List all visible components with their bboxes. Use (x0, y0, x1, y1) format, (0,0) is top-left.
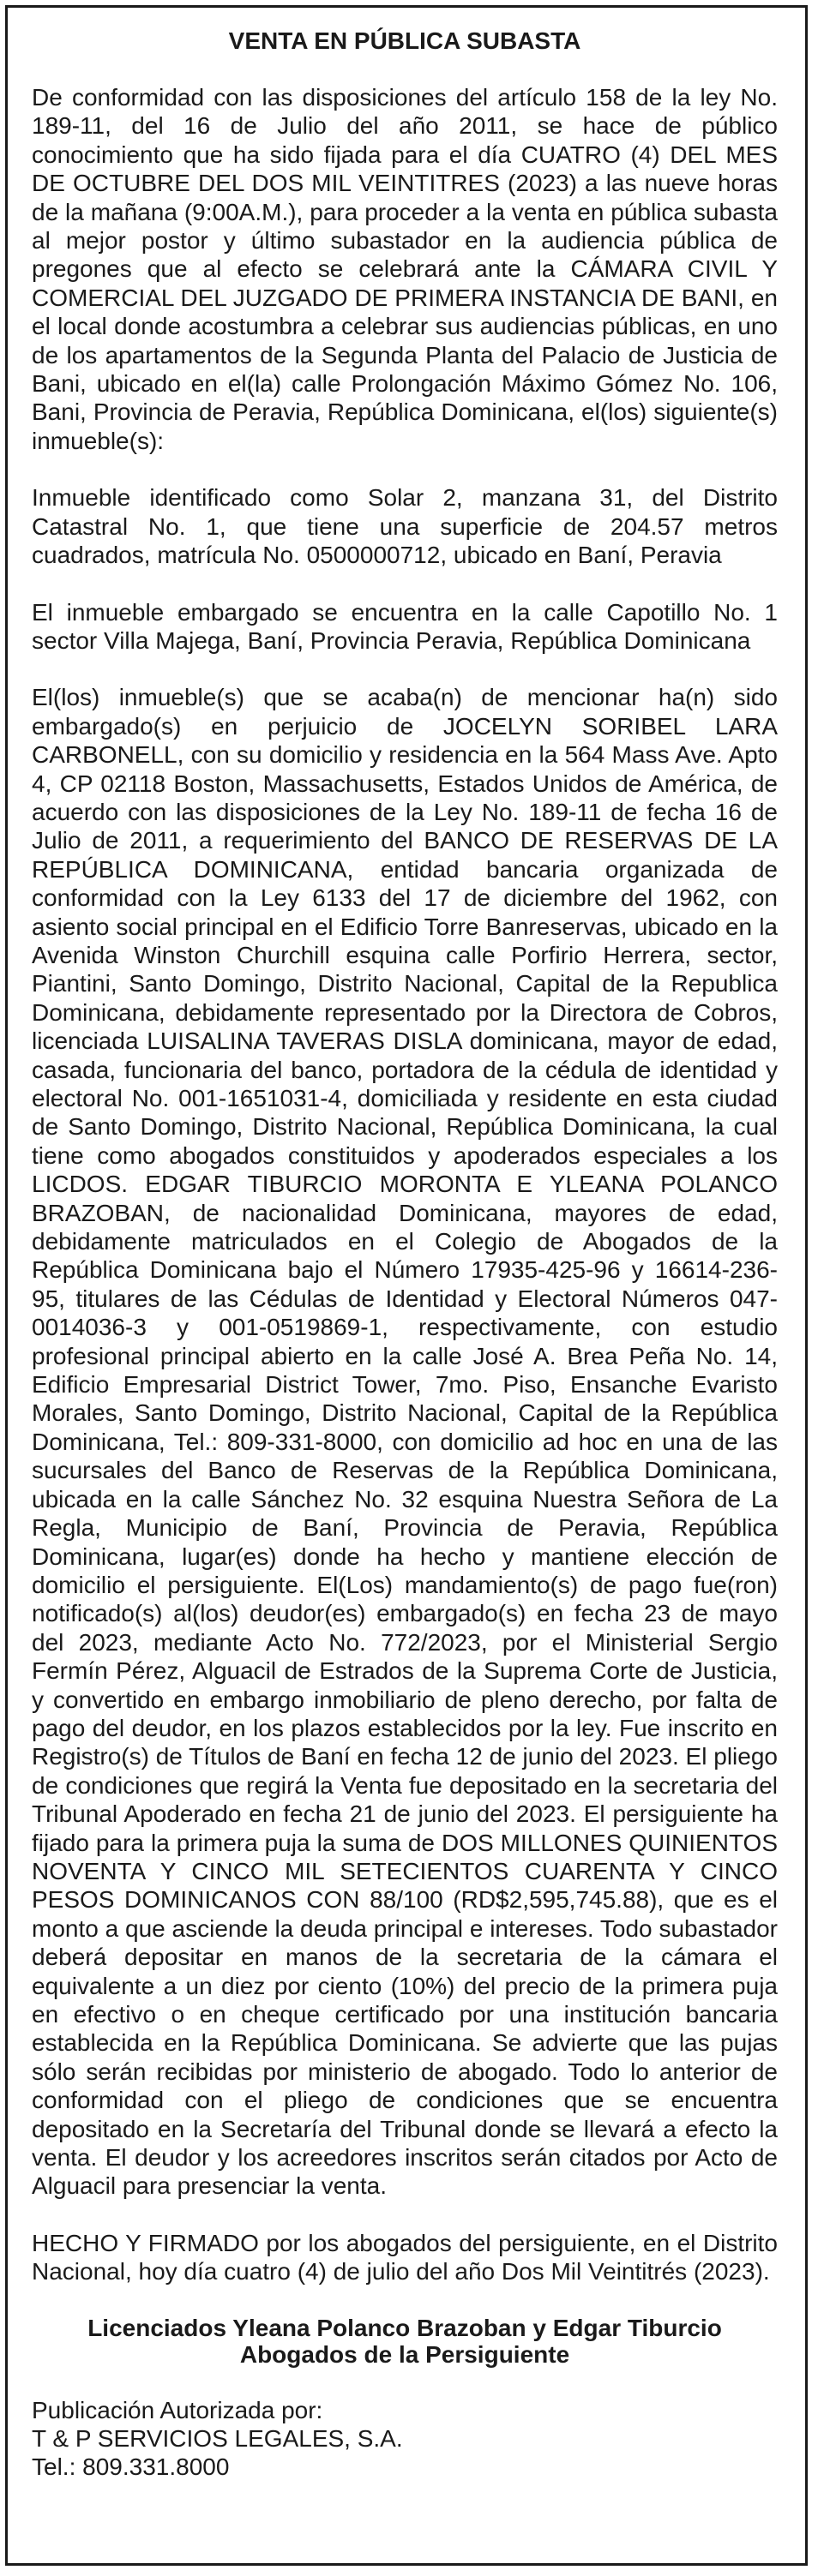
attorney-signature-block (32, 2315, 778, 2368)
publication-label: Publicación Autorizada por: (32, 2396, 323, 2423)
legal-notice (5, 5, 808, 2566)
property-description-paragraph: Inmueble identificado como Solar 2, manzana 31, del Distrito Catastral No. 1, que tiene una superficie de 204.57 metros cuadrados, matrícula No. 0500000712, ubicado en Baní, Peravia (32, 484, 778, 569)
attorney-role: Abogados de la Persiguiente (239, 2340, 570, 2368)
publisher-name: T & P SERVICIOS LEGALES, S.A. (32, 2425, 403, 2453)
auction-announcement-paragraph: De conformidad con las disposiciones del artículo 158 de la ley No. 189-11, del 16 de Julio del año 2011, se hace de público conocimiento que ha sido fijada para el día CUATRO (4) DEL MES DE OCTUBRE DEL DOS MIL VEINTITRES (2023) a las nueve horas de la mañana (9:00A.M.), para proceder a la venta en pública subasta al mejor postor y último subastador en la audiencia pública de pregones que al efecto se celebrará ante la CÁMARA CIVIL Y COMERCIAL DEL JUZGADO DE PRIMERA INSTANCIA DE BANI, en el local donde acostumbra a celebrar sus audiencias públicas, en uno de los apartamentos de la Segunda Planta del Palacio de Justicia de Bani, ubicado en el(la) calle Prolongación Máximo Gómez No. 106, Bani, Provincia de Peravia, República Dominicana, el(los) siguiente(s) inmueble(s): (32, 84, 778, 454)
attorney-names: Licenciados Yleana Polanco Brazoban y Edgar Tiburcio (87, 2314, 722, 2341)
seizure-details-paragraph: El(los) inmueble(s) que se acaba(n) de mencionar ha(n) sido embargado(s) en perjuicio de JOCELYN SORIBEL LARA CARBONELL, con su domicilio y residencia en la 564 Mass Ave. Apto 4, CP 02118 Boston, Massachusetts, Estados Unidos de América, de acuerdo con las disposiciones de la Ley No. 189-11 de fecha 16 de Julio de 2011, a requerimiento del BANCO DE RESERVAS DE LA REPÚBLICA DOMINICANA, entidad bancaria organizada de conformidad con la Ley 6133 del 17 de diciembre del 1962, con asiento social principal en el Edificio Torre Banreservas, ubicado en la Avenida Winston Churchill esquina calle Porfirio Herrera, sector, Piantini, Santo Domingo, Distrito Nacional, Capital de la Republica Dominicana, debidamente representado por la Directora de Cobros, licenciada LUISALINA TAVERAS DISLA dominicana, mayor de edad, casada, funcionaria del banco, portadora de la cédula de identidad y electoral No. 001-1651031-4, domiciliada y residente en esta ciudad de Santo Domingo, Distrito Nacional, República Dominicana, la cual tiene como abogados constituidos y apoderados especiales a los LICDOS. EDGAR TIBURCIO MORONTA E YLEANA POLANCO BRAZOBAN, de nacionalidad Dominicana, mayores de edad, debidamente matriculados en el Colegio de Abogados de la República Dominicana bajo el Número 17935-425-96 y 16614-236-95, titulares de las Cédulas de Identidad y Electoral Números 047-0014036-3 y 001-0519869-1, respectivamente, con estudio profesional principal abierto en la calle José A. Brea Peña No. 14, Edificio Empresarial District Tower, 7mo. Piso, Ensanche Evaristo Morales, Santo Domingo, Distrito Nacional, Capital de la República Dominicana, Tel.: 809-331-8000, con domicilio ad hoc en una de las sucursales del Banco de Reservas de la República Dominicana, ubicada en la calle Sánchez No. 32 esquina Nuestra Señora de La Regla, Municipio de Baní, Provincia de Peravia, República Dominicana, lugar(es) donde ha hecho y mantiene elección de domicilio el persiguiente. El(Los) mandamiento(s) de pago fue(ron) notificado(s) al(los) deudor(es) embargado(s) en fecha 23 de mayo del 2023, mediante Acto No. 772/2023, por el Ministerial Sergio Fermín Pérez, Alguacil de Estrados de la Suprema Corte de Justicia, y convertido en embargo inmobiliario de pleno derecho, por falta de pago del deudor, en los plazos establecidos por la ley. Fue inscrito en Registro(s) de Títulos de Baní en fecha 12 de junio del 2023. El pliego de condiciones que regirá la Venta fue depositado en la secretaria del Tribunal Apoderado en fecha 21 de junio del 2023. El persiguiente ha fijado para la primera puja la suma de DOS MILLONES QUINIENTOS NOVENTA Y CINCO MIL SETECIENTOS CUARENTA Y CINCO PESOS DOMINICANOS CON 88/100 (RD$2,595,745.88), que es el monto a que asciende la deuda principal e intereses. Todo subastador deberá depositar en manos de la secretaria de la cámara el equivalente a un diez por ciento (10%) del precio de la primera puja en efectivo o en cheque certificado por una institución bancaria establecida en la República Dominicana. Se advierte que las pujas sólo serán recibidas por ministerio de abogado. Todo lo anterior de conformidad con el pliego de condiciones que se encuentra depositado en la Secretaría del Tribunal donde se llevará a efecto la venta. El deudor y los acreedores inscritos serán citados por Acto de Alguacil para presenciar la venta. (32, 684, 778, 2200)
publication-authorization (32, 2396, 778, 2482)
signed-statement-paragraph: HECHO Y FIRMADO por los abogados del persiguiente, en el Distrito Nacional, hoy día cuatro (4) de julio del año Dos Mil Veintitrés (2023). (32, 2229, 778, 2285)
notice-title: VENTA EN PÚBLICA SUBASTA (228, 27, 581, 54)
publisher-phone: Tel.: 809.331.8000 (32, 2453, 230, 2481)
property-location-paragraph: El inmueble embargado se encuentra en la calle Capotillo No. 1 sector Villa Majega, Baní, Provincia Peravia, República Dominicana (32, 598, 778, 654)
